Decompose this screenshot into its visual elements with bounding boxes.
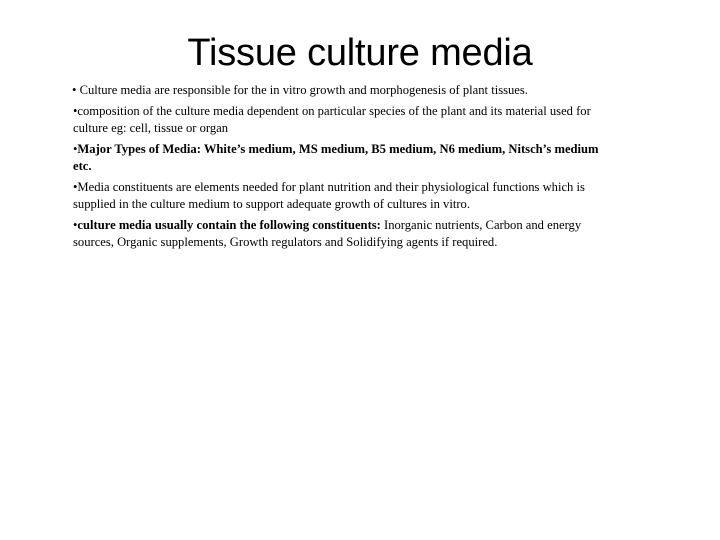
bullet-bold-text: culture media usually contain the following constituents: — [77, 218, 381, 232]
bullet-text: Inorganic nutrients, Carbon and energy sources, Organic supplements, Growth regulators and Solidifying agents if required. — [73, 218, 582, 249]
bullet-item — [72, 82, 613, 99]
slide-title: Tissue culture media — [187, 32, 533, 74]
bullet-marker: • — [73, 218, 78, 232]
bullet-bold-text: Major Types of Media: White’s medium, MS medium, B5 medium, N6 medium, Nitsch’s medium etc. — [73, 142, 599, 173]
bullet-item — [73, 179, 613, 213]
bullet-item — [73, 103, 613, 137]
bullet-text: Culture media are responsible for the in vitro growth and morphogenesis of plant tissues. — [79, 83, 528, 97]
bullet-text: composition of the culture media dependent on particular species of the plant and its material used for culture eg: cell, tissue or organ — [73, 104, 591, 135]
bullet-text: Media constituents are elements needed for plant nutrition and their physiological functions which is supplied in the culture medium to support adequate growth of cultures in vitro. — [73, 180, 585, 211]
bullet-list — [73, 82, 613, 255]
bullet-marker: • — [73, 180, 78, 194]
bullet-marker: • — [73, 104, 78, 118]
bullet-marker: • — [72, 83, 80, 97]
bullet-marker: • — [73, 142, 78, 156]
bullet-item — [73, 217, 613, 251]
bullet-item — [73, 141, 613, 175]
